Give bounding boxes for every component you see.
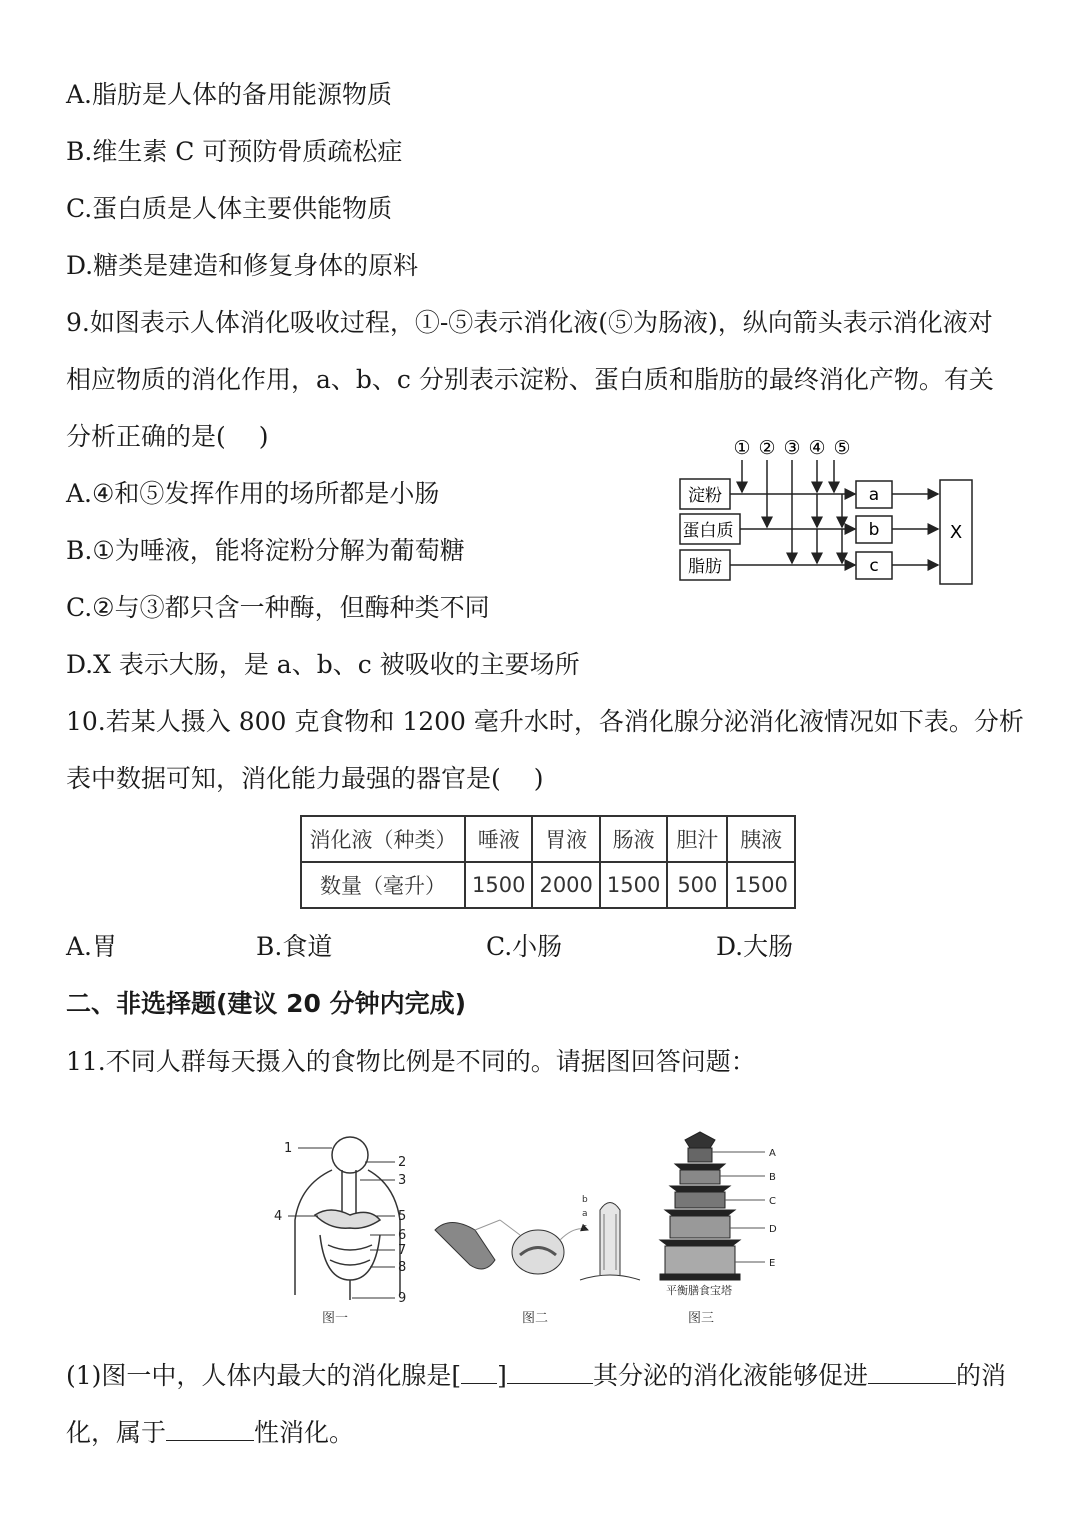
q11-sub1-text-1: (1)图一中，人体内最大的消化腺是[ [66,1361,462,1390]
q10-stem-line-2: 表中数据可知，消化能力最强的器官是( ) [66,764,544,793]
table-cell: 1500 [727,862,794,908]
absorption-site-x: X [949,522,963,543]
fig3-title: 平衡膳食宝塔 [666,1284,732,1297]
fig3-label-d: D [769,1224,777,1235]
q9-option-a: A.④和⑤发挥作用的场所都是小肠 [66,479,440,508]
substance-fat: 脂肪 [688,557,722,577]
digestion-diagram [670,432,990,592]
q11-sub1-text-3: 其分泌的消化液能够促进 [592,1361,868,1390]
q8-option-d: D.糖类是建造和修复身体的原料 [66,251,419,280]
fig3-label-c: C [769,1196,776,1207]
q9-stem-line-1: 9.如图表示人体消化吸收过程，①-⑤表示消化液(⑤为肠液)，纵向箭头表示消化液对 [66,308,993,337]
fig2-label-a: a [582,1209,588,1219]
table-cell: 1500 [465,862,532,908]
q10-option-d: D.大肠 [716,932,794,961]
table-cell: 1500 [600,862,667,908]
fig3-label-a: A [769,1148,776,1159]
fig1-label-6: 6 [398,1228,407,1243]
q10-stem-line-1: 10.若某人摄入 800 克食物和 1200 毫升水时，各消化腺分泌消化液情况如下表。分析 [66,707,1024,736]
q11-sub1-text-6: 性消化。 [254,1418,355,1447]
answer-blank-1[interactable] [461,1357,497,1384]
digestive-juice-table [300,815,796,909]
section-title: 二、非选择题(建议 20 分钟内完成) [66,989,467,1018]
q11-sub1-text-2: ] [497,1361,507,1390]
table-cell: 胆汁 [667,816,727,862]
q9-option-d: D.X 表示大肠，是 a、b、c 被吸收的主要场所 [66,650,580,679]
table-cell: 数量（毫升） [301,862,465,908]
product-b: b [868,520,880,540]
figure-1-digestive-system [295,1137,400,1300]
answer-blank-4[interactable] [166,1414,254,1441]
table-cell: 唾液 [465,816,532,862]
q10-option-b: B.食道 [256,932,333,961]
figure-3-food-pagoda [660,1132,740,1280]
fig2-caption: 图二 [522,1311,549,1326]
fig1-label-2: 2 [398,1155,407,1170]
fig1-label-3: 3 [398,1173,407,1188]
fig3-label-e: E [769,1258,776,1269]
q11-figures [270,1130,810,1330]
q10-option-a: A.胃 [66,932,118,961]
table-header-row [301,816,795,862]
juice-label-1: ① [733,437,751,459]
fig1-label-9: 9 [398,1291,407,1306]
product-c: c [869,556,879,576]
q8-option-a: A.脂肪是人体的备用能源物质 [66,80,393,109]
q8-option-c: C.蛋白质是人体主要供能物质 [66,194,393,223]
juice-label-5: ⑤ [833,437,851,459]
juice-label-4: ④ [808,437,826,459]
q9-stem-line-3: 分析正确的是( ) [66,422,269,451]
answer-blank-3[interactable] [868,1357,956,1384]
table-cell: 肠液 [600,816,667,862]
fig1-label-1: 1 [284,1141,293,1156]
fig1-caption: 图一 [322,1311,349,1326]
fig1-label-8: 8 [398,1260,407,1275]
figure-2-small-intestine [435,1195,640,1280]
q11-stem: 11.不同人群每天摄入的食物比例是不同的。请据图回答问题： [66,1047,756,1076]
q9-stem-line-2: 相应物质的消化作用，a、b、c 分别表示淀粉、蛋白质和脂肪的最终消化产物。有关 [66,365,994,394]
answer-blank-2[interactable] [507,1357,593,1384]
q9-option-b: B.①为唾液，能将淀粉分解为葡萄糖 [66,536,465,565]
q11-sub1-text-4: 的消 [955,1361,1006,1390]
fig2-label-c: c [582,1223,587,1233]
q11-sub1-line-2 [66,1414,354,1450]
product-a: a [868,485,880,505]
substance-starch: 淀粉 [688,486,722,506]
fig1-label-5: 5 [398,1209,407,1224]
table-cell: 胰液 [727,816,794,862]
table-cell: 500 [667,862,727,908]
fig1-label-4: 4 [274,1209,283,1224]
q11-sub1-text-5: 化，属于 [66,1418,167,1447]
juice-label-2: ② [758,437,776,459]
substance-protein: 蛋白质 [682,521,734,541]
juice-label-3: ③ [783,437,801,459]
fig3-caption: 图三 [688,1311,715,1326]
fig3-label-b: B [769,1172,776,1183]
table-row [301,862,795,908]
fig2-label-b: b [582,1195,588,1205]
q10-option-c: C.小肠 [486,932,563,961]
table-cell: 2000 [532,862,599,908]
q11-sub1-line-1 [66,1357,1006,1393]
q9-option-c: C.②与③都只含一种酶，但酶种类不同 [66,593,490,622]
q8-option-b: B.维生素 C 可预防骨质疏松症 [66,137,403,166]
table-cell: 胃液 [532,816,599,862]
fig1-label-7: 7 [398,1243,407,1258]
table-cell: 消化液（种类） [301,816,465,862]
